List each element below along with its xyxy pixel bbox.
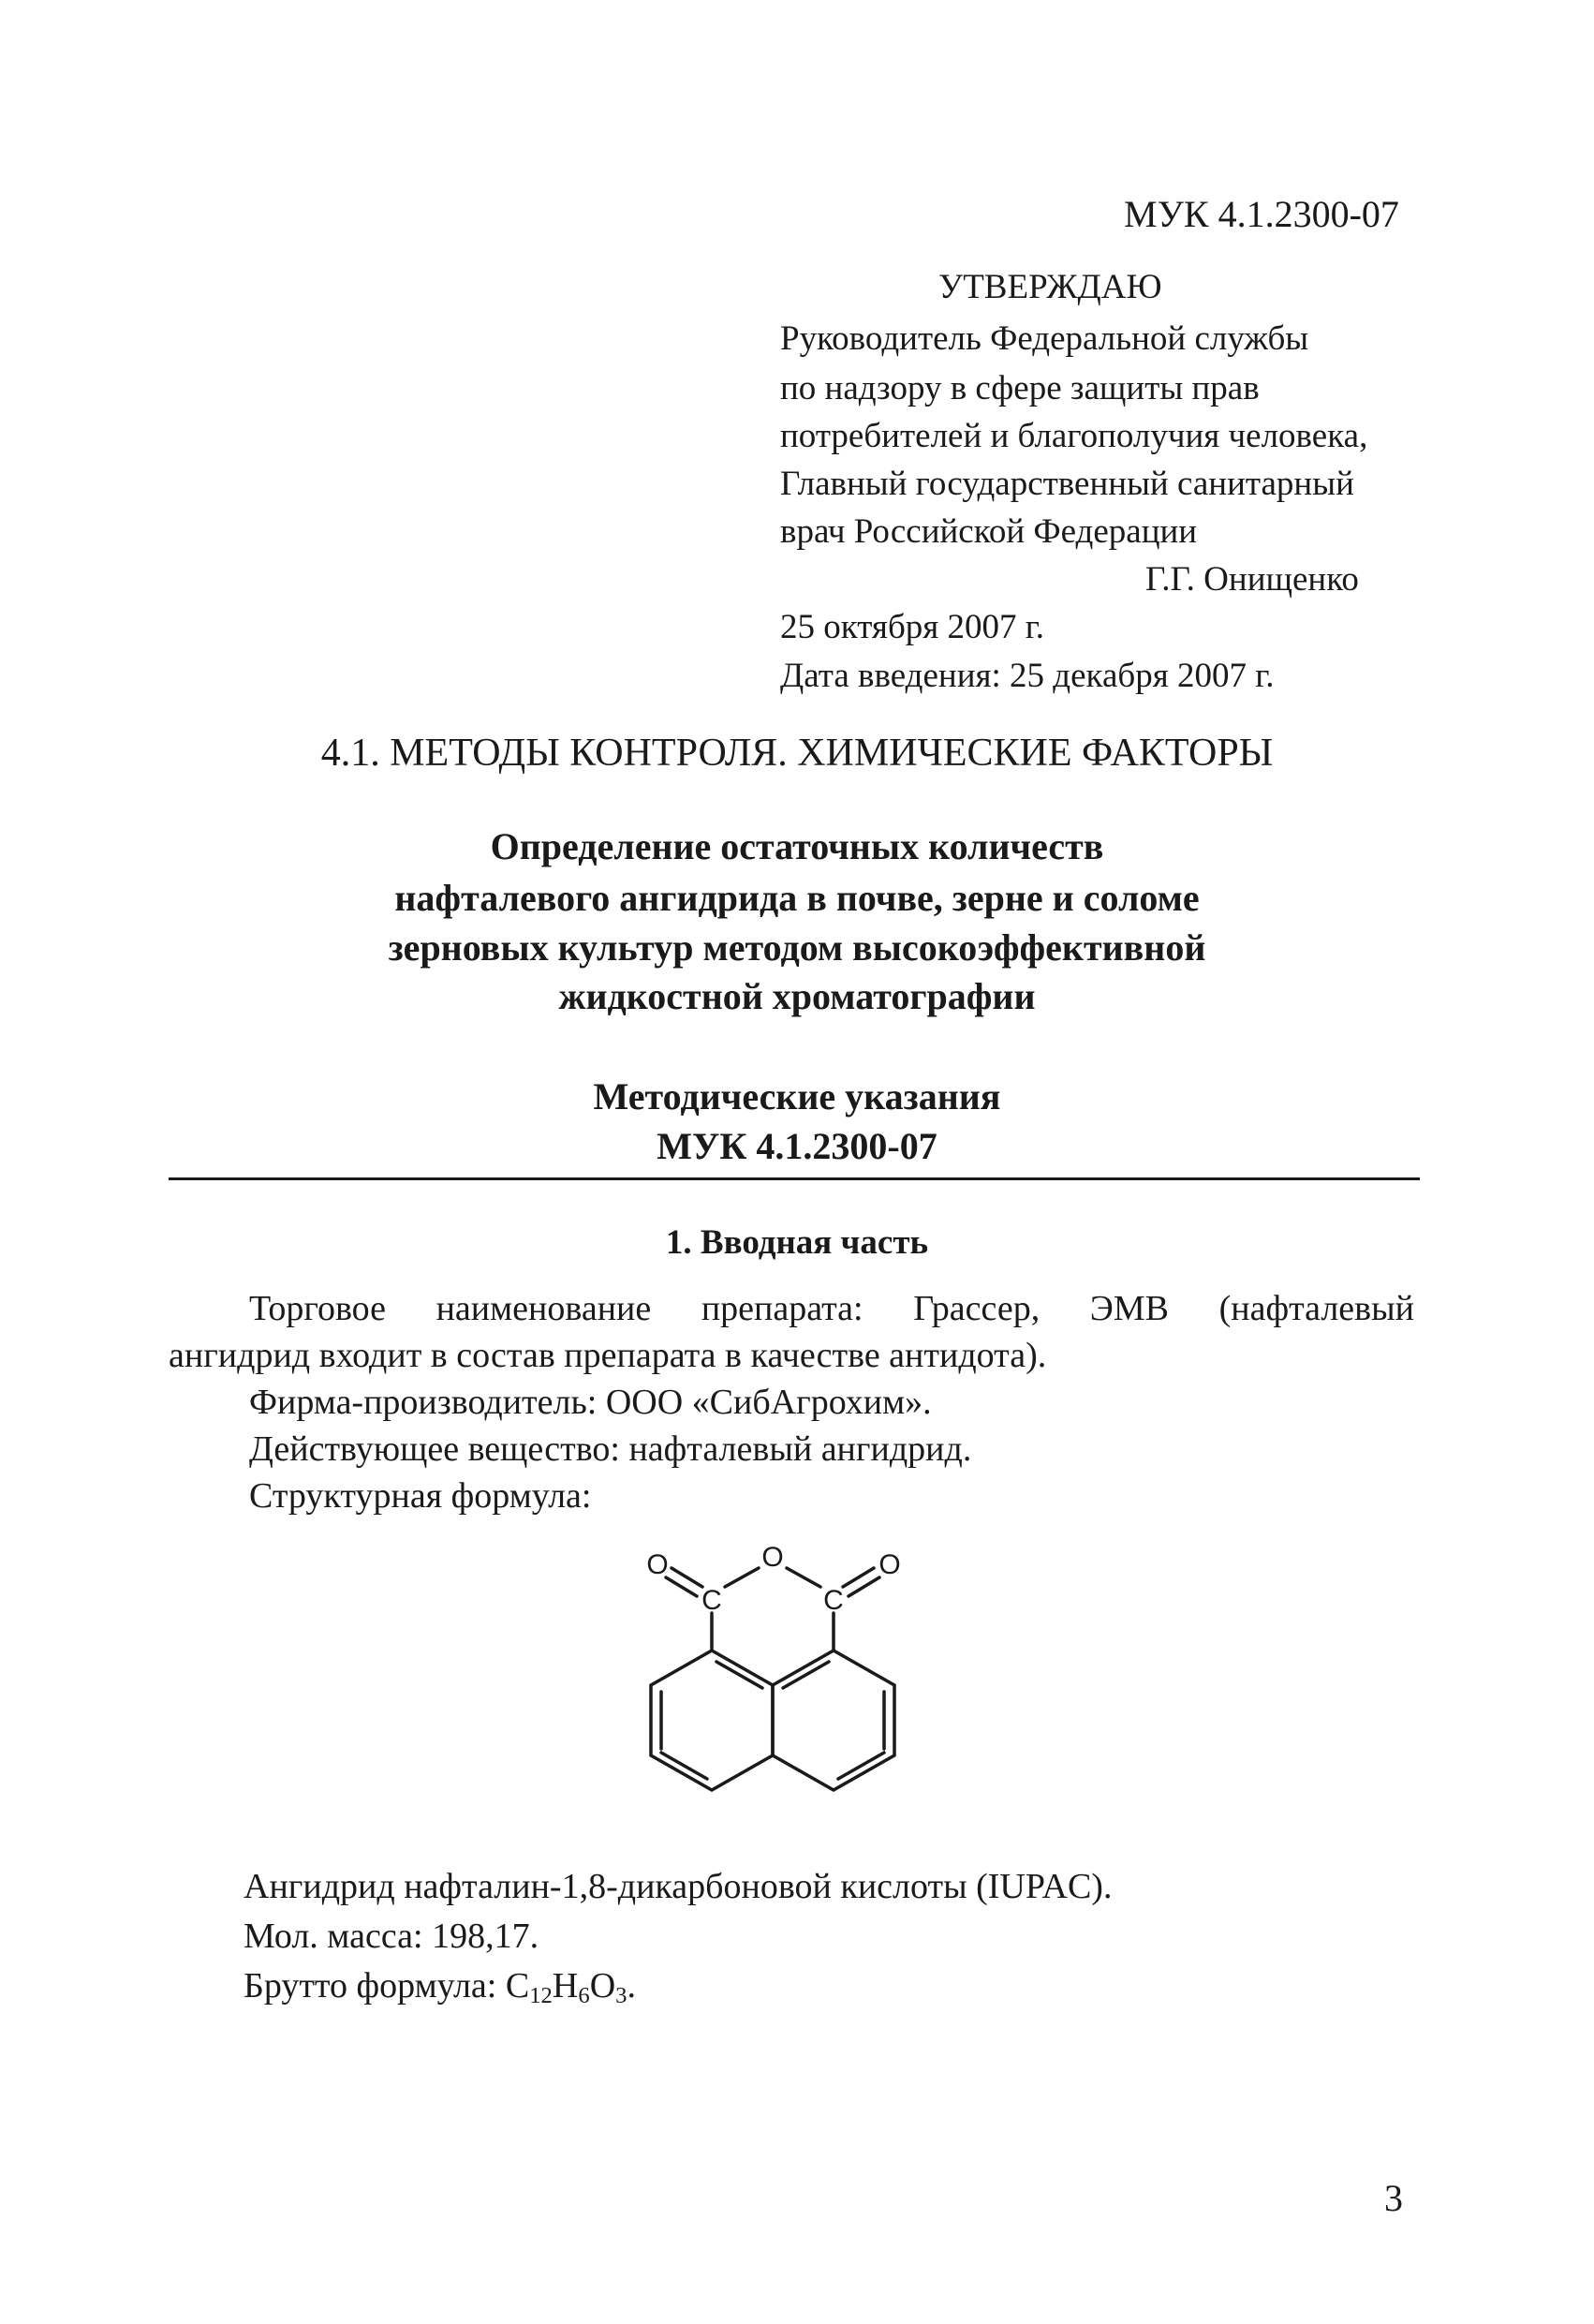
atom-o-right: O xyxy=(878,1549,901,1580)
effective-date: Дата введения: 25 декабря 2007 г. xyxy=(780,657,1275,695)
gross-formula-h: H xyxy=(552,1966,579,2006)
structural-formula xyxy=(618,1527,974,1827)
atom-c-left: C xyxy=(701,1585,722,1616)
molecular-mass: Мол. масса: 198,17. xyxy=(244,1917,539,1956)
page-number: 3 xyxy=(1384,2177,1403,2219)
gross-formula-o: O xyxy=(589,1966,616,2006)
gross-formula-c-count: 12 xyxy=(529,1983,553,2009)
manufacturer-line: Фирма-производитель: ООО «СибАгрохим». xyxy=(249,1383,932,1422)
atom-c-right: C xyxy=(823,1585,844,1616)
atom-o-left: O xyxy=(646,1549,669,1580)
ring-left xyxy=(651,1650,773,1790)
approval-signer: Г.Г. Онищенко xyxy=(1145,560,1359,599)
approval-heading: УТВЕРЖДАЮ xyxy=(938,268,1162,306)
gross-formula-label: Брутто формула: xyxy=(244,1966,506,2006)
title-divider xyxy=(169,1177,1420,1180)
iupac-name: Ангидрид нафталин-1,8-дикарбоновой кислоты (IUPAC). xyxy=(244,1867,1113,1906)
trade-name-line-1: Торговое наименование препарата: Грассер, ЭМВ (нафталевый xyxy=(249,1289,1414,1328)
bond-o-bridge-c-right xyxy=(787,1568,820,1587)
atom-o-bridge: O xyxy=(761,1542,784,1573)
approval-line-2: по надзору в сфере защиты прав xyxy=(780,369,1260,407)
document-title-line-1: Определение остаточных количеств xyxy=(490,825,1104,867)
gross-formula-c: C xyxy=(505,1966,530,2006)
approval-line-4: Главный государственный санитарный xyxy=(780,465,1354,503)
approval-line-5: врач Российской Федерации xyxy=(780,512,1198,551)
bond-c-o-bridge-left xyxy=(725,1568,759,1587)
structural-formula-label: Структурная формула: xyxy=(249,1476,592,1516)
document-title-line-2: нафталевого ангидрида в почве, зерне и соломе xyxy=(394,877,1200,919)
trade-name-line-2: ангидрид входит в состав препарата в качестве антидота). xyxy=(169,1336,1047,1375)
document-title-line-4: жидкостной хроматографии xyxy=(558,975,1036,1017)
approval-line-1: Руководитель Федеральной службы xyxy=(780,319,1309,358)
section-title: 4.1. МЕТОДЫ КОНТРОЛЯ. ХИМИЧЕСКИЕ ФАКТОРЫ xyxy=(320,732,1274,775)
approval-date: 25 октября 2007 г. xyxy=(780,608,1045,646)
gross-formula-h-count: 6 xyxy=(578,1983,590,2009)
gross-formula-end: . xyxy=(627,1966,636,2006)
guidelines-label: Методические указания xyxy=(593,1075,1001,1118)
document-code: МУК 4.1.2300-07 xyxy=(1124,193,1399,235)
ring-right xyxy=(773,1650,894,1790)
approval-line-3: потребителей и благополучия человека, xyxy=(780,417,1368,455)
document-title-line-3: зерновых культур методом высокоэффективной xyxy=(388,926,1206,969)
gross-formula-o-count: 3 xyxy=(615,1983,627,2009)
guidelines-code: МУК 4.1.2300-07 xyxy=(657,1125,937,1167)
gross-formula xyxy=(244,1965,636,2009)
chapter-title: 1. Вводная часть xyxy=(665,1223,929,1262)
active-substance-line: Действующее вещество: нафталевый ангидрид. xyxy=(249,1429,972,1469)
